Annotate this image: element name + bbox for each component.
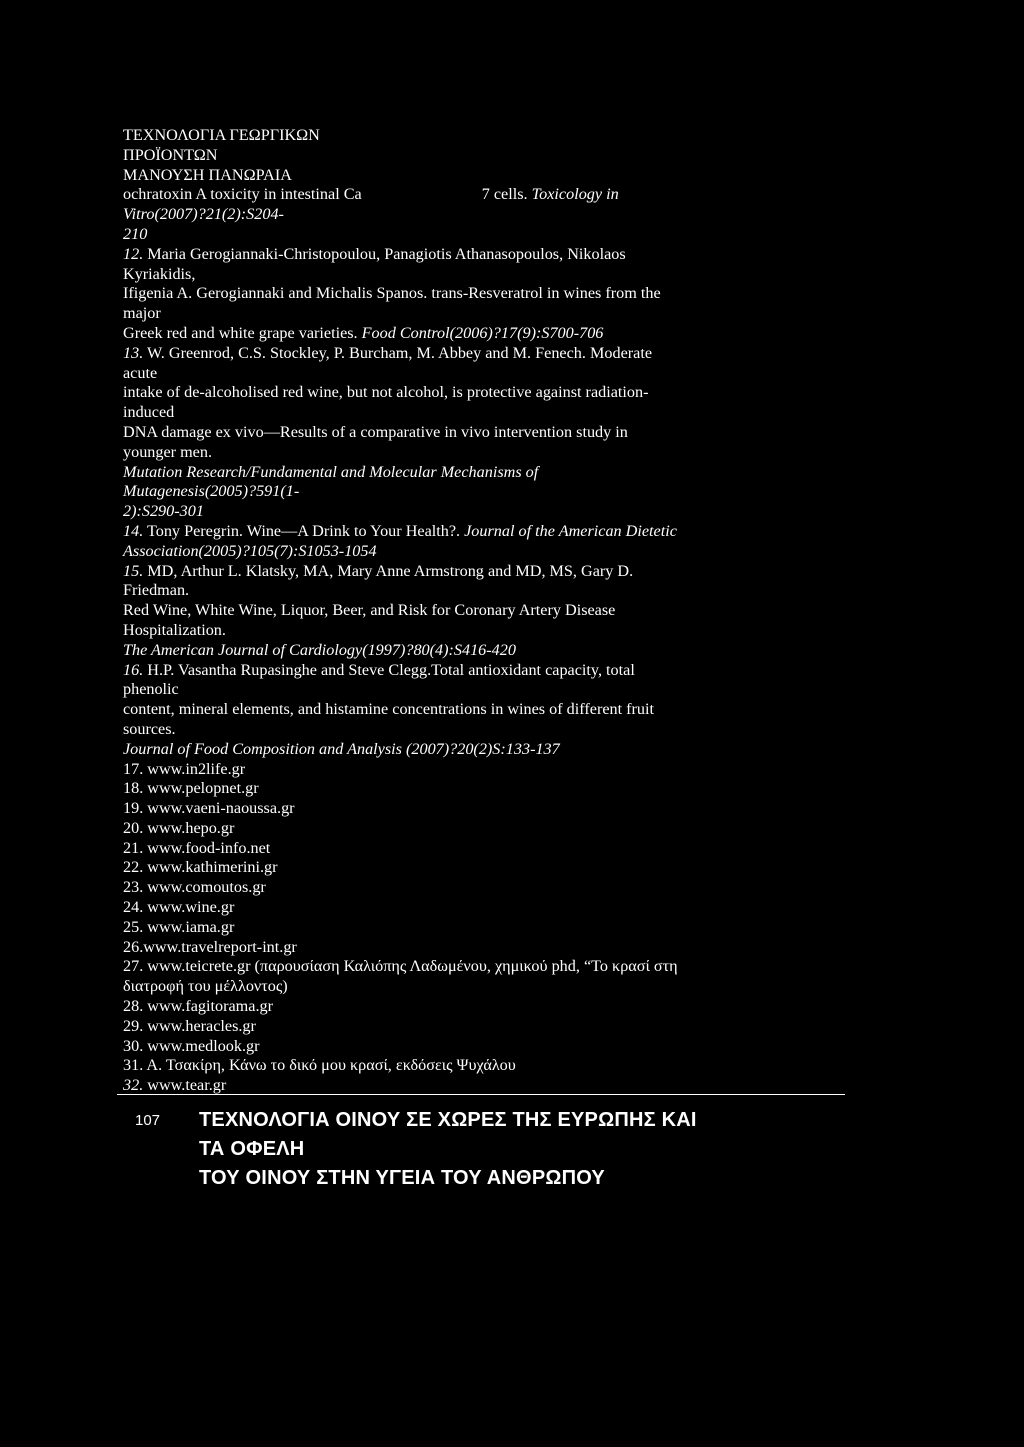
reference-25: 25. www.iama.gr xyxy=(123,917,235,936)
reference-29: 29. www.heracles.gr xyxy=(123,1016,256,1035)
reference-15-line-4: Hospitalization. xyxy=(123,620,226,639)
reference-13-line-2: acute xyxy=(123,363,158,382)
reference-15-line-1 xyxy=(123,562,863,582)
ref-text: Greek red and white grape varieties. xyxy=(123,323,362,342)
footer-title-line-1: ΤΕΧΝΟΛΟΓΙΑ ΟΙΝΟΥ ΣΕ ΧΩΡΕΣ ΤΗΣ ΕΥΡΩΠΗΣ ΚΑΙ xyxy=(199,1109,697,1131)
reference-22: 22. www.kathimerini.gr xyxy=(123,858,278,877)
ref-text: www.tear.gr xyxy=(143,1076,227,1095)
reference-21: 21. www.food-info.net xyxy=(123,838,271,857)
reference-13-line-5: DNA damage ex vivo—Results of a comparative in vivo intervention study in xyxy=(123,422,628,441)
reference-24: 24. www.wine.gr xyxy=(123,898,235,917)
header-line-1: ΤΕΧΝΟΛΟΓΙΑ ΓΕΩΡΓΙΚΩΝ xyxy=(123,126,320,144)
reference-13-line-4: induced xyxy=(123,403,175,422)
reference-15-line-3: Red Wine, White Wine, Liquor, Beer, and Risk for Coronary Artery Disease xyxy=(123,601,616,620)
reference-13-line-7: Mutation Research/Fundamental and Molecular Mechanisms of xyxy=(123,462,539,481)
ref-text: H.P. Vasantha Rupasinghe and Steve Clegg.Total antioxidant capacity, total xyxy=(143,660,635,679)
ref-journal: Food Control(2006)?17(9):S700-706 xyxy=(361,323,604,342)
ref-text: MD, Arthur L. Klatsky, MA, Mary Anne Armstrong and MD, MS, Gary D. xyxy=(143,561,634,580)
ref-text: Tony Peregrin. Wine—A Drink to Your Health?. xyxy=(143,521,465,540)
ref-number: 15. xyxy=(123,561,144,580)
reference-14-line-2: Association(2005)?105(7):S1053-1054 xyxy=(123,541,377,560)
ref-text: Maria Gerogiannaki-Christopoulou, Panagiotis Athanasopoulos, Nikolaos xyxy=(143,244,626,263)
reference-16-line-4: sources. xyxy=(123,719,176,738)
reference-13-line-8: Mutagenesis(2005)?591(1- xyxy=(123,482,300,501)
ref-number: 32. xyxy=(123,1076,144,1095)
reference-20: 20. www.hepo.gr xyxy=(123,818,235,837)
ref-text: ochratoxin A toxicity in intestinal Ca xyxy=(123,185,362,204)
footer-divider xyxy=(117,1094,845,1095)
reference-16-line-5: Journal of Food Composition and Analysis (2007)?20(2)S:133-137 xyxy=(123,739,560,758)
reference-13-line-6: younger men. xyxy=(123,442,213,461)
reference-16-line-1 xyxy=(123,661,863,681)
reference-17: 17. www.in2life.gr xyxy=(123,759,246,778)
footer-title xyxy=(199,1106,879,1193)
ref-text: W. Greenrod, C.S. Stockley, P. Burcham, M. Abbey and M. Fenech. Moderate xyxy=(143,343,653,362)
reference-31: 31. Α. Τσακίρη, Κάνω το δικό μου κρασί, εκδόσεις Ψυχάλου xyxy=(123,1056,516,1075)
reference-16-line-3: content, mineral elements, and histamine concentrations in wines of different fruit xyxy=(123,700,655,719)
footer-title-line-3: ΤΟΥ ΟΙΝΟΥ ΣΤΗΝ ΥΓΕΙΑ ΤΟΥ ΑΝΘΡΩΠΟΥ xyxy=(199,1167,605,1189)
reference-19: 19. www.vaeni-naoussa.gr xyxy=(123,799,295,818)
reference-12-line-4: major xyxy=(123,304,161,323)
reference-27-line-1: 27. www.teicrete.gr (παρουσίαση Καλιόπης Λαδωμένου, χημικού phd, “Το κρασί στη xyxy=(123,957,678,976)
page-number: 107 xyxy=(135,1112,161,1129)
reference-15-line-2: Friedman. xyxy=(123,581,190,600)
ref-number: 12. xyxy=(123,244,144,263)
ref-number: 16. xyxy=(123,660,144,679)
reference-15-line-5: The American Journal of Cardiology(1997)?80(4):S416-420 xyxy=(123,640,516,659)
reference-23: 23. www.comoutos.gr xyxy=(123,878,266,897)
reference-12-line-1 xyxy=(123,245,863,265)
reference-12-line-5 xyxy=(123,324,863,344)
reference-26: 26.www.travelreport-int.gr xyxy=(123,937,297,956)
reference-12-line-3: Ifigenia A. Gerogiannaki and Michalis Spanos. trans-Resveratrol in wines from the xyxy=(123,284,661,303)
reference-16-line-2: phenolic xyxy=(123,680,179,699)
ref-text: 7 cells. xyxy=(481,185,532,204)
ref-number: 14. xyxy=(123,521,144,540)
ref-journal: Journal of the American Dietetic xyxy=(464,521,677,540)
reference-11-line-3: 210 xyxy=(123,224,148,243)
reference-11-line-1 xyxy=(123,185,863,205)
header-line-2: ΠΡΟΪΟΝΤΩΝ xyxy=(123,145,218,164)
reference-30: 30. www.medlook.gr xyxy=(123,1036,260,1055)
ref-number: 13. xyxy=(123,343,144,362)
header-line-3: ΜΑΝΟΥΣΗ ΠΑΝΩΡΑΙΑ xyxy=(123,165,292,184)
reference-13-line-3: intake of de-alcoholised red wine, but not alcohol, is protective against radiation- xyxy=(123,383,649,402)
reference-28: 28. www.fagitorama.gr xyxy=(123,997,273,1016)
reference-14-line-1 xyxy=(123,522,863,542)
reference-13-line-9: 2):S290-301 xyxy=(123,502,204,521)
references-body xyxy=(123,126,863,1096)
footer-title-line-2: ΤΑ ΟΦΕΛΗ xyxy=(199,1138,305,1160)
reference-13-line-1 xyxy=(123,344,863,364)
reference-12-line-2: Kyriakidis, xyxy=(123,264,196,283)
ref-journal: Toxicology in xyxy=(531,185,619,204)
reference-27-line-2: διατροφή του μέλλοντος) xyxy=(123,977,288,996)
reference-18: 18. www.pelopnet.gr xyxy=(123,779,259,798)
reference-11-line-2: Vitro(2007)?21(2):S204- xyxy=(123,205,284,224)
